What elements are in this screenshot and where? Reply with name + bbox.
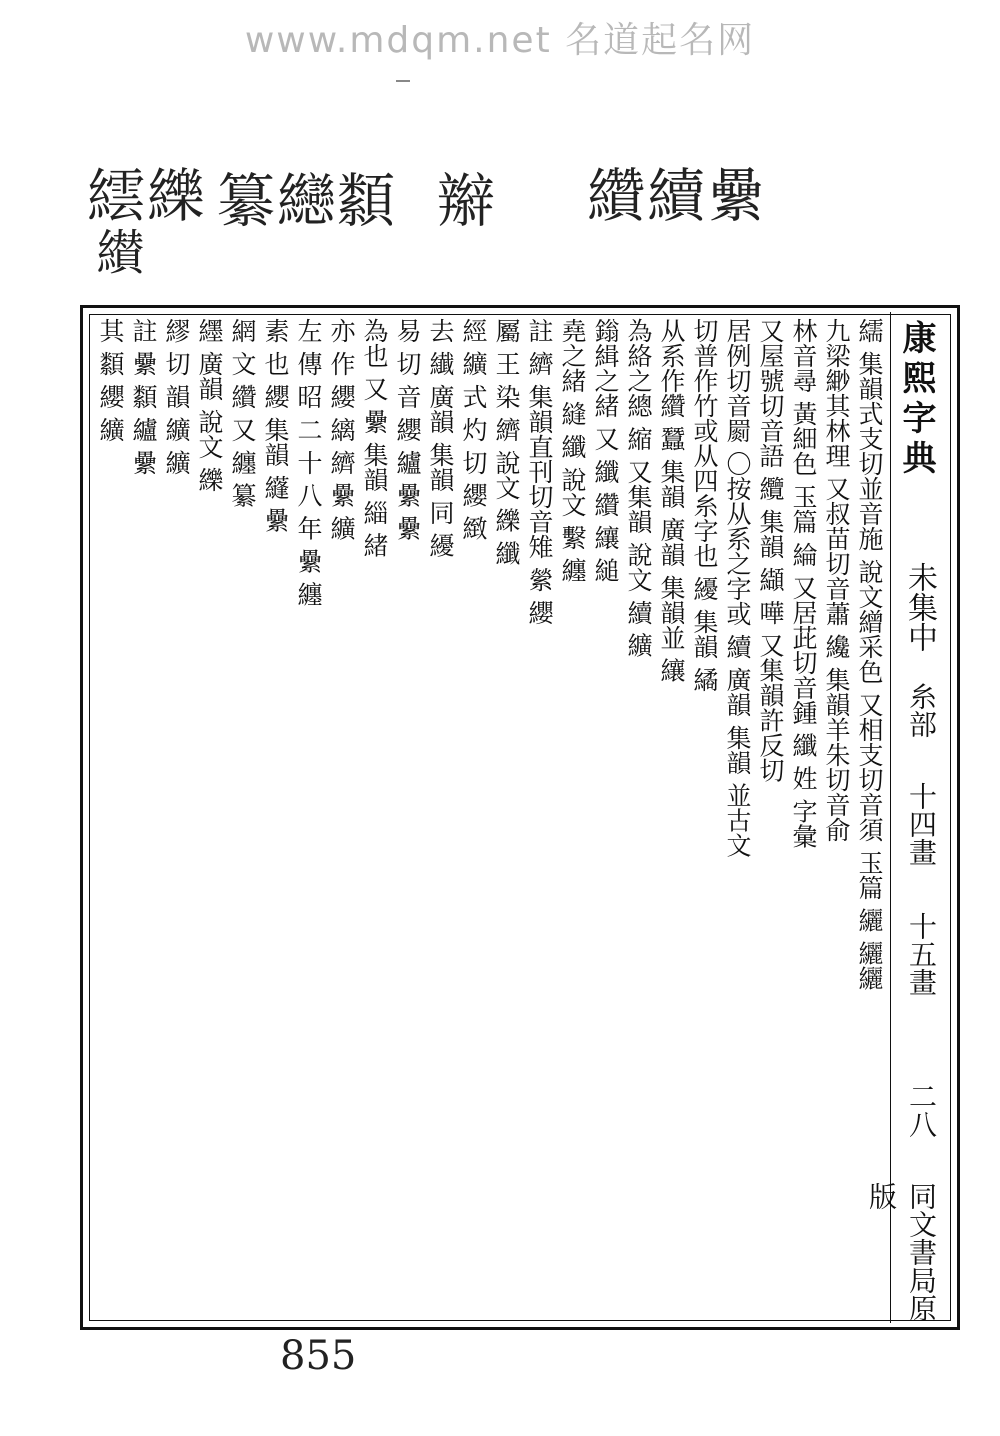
seal-script-row [77,165,765,305]
text-column: 其 纇 纓 纊 [96,318,125,442]
text-column: 為絡之總 縮 又集韻 說文 續 纊 [624,318,653,658]
text-column: 切普作竹或从四糸字也 纋 集韻 繘 [690,318,719,692]
text-column: 去 纎 廣韻 集韻 同 纋 [426,318,455,558]
page-number: 855 [280,1333,357,1379]
text-column: 易 切 音 纓 纑 纍 纍 [393,318,422,541]
seal-char: 纇 [327,170,395,228]
text-column: 九梁緲其林理 又叔苗切音蕭 纔 集韻羊朱切音俞 [822,318,851,842]
radical-label: 糸部 [905,682,938,738]
seal-char: 纂 [207,170,275,228]
page-frame [80,305,960,1330]
text-column: 註 纃 集韻直刊切音雉 縈 纓 [525,318,554,625]
dictionary-body [93,314,885,1321]
seal-char: 纅 [137,165,205,223]
stroke-label-15: 十五畫 [905,912,938,996]
seal-char: 纞 [267,170,335,228]
seal-char: 辮 [427,170,495,228]
text-column: 繆 切 韻 纊 纊 [162,318,191,475]
text-column: 亦 作 纓 縭 纃 纍 纊 [327,318,356,541]
seal-char: 纉 [88,227,144,275]
leaf-number: 二八 [905,1082,938,1138]
text-column: 素 也 纓 集韻 纄 纍 [261,318,290,533]
divider-mark [396,80,410,82]
book-title: 康熙字典 [896,320,936,480]
seal-char: 繧 [77,165,145,223]
text-column: 網 文 纘 又 纏 纂 [228,318,257,508]
seal-char: 纍 [697,165,765,223]
text-column: 繻 集韻式支切並音施 說文繒采色 又相支切音須 玉篇 纚 纚纚 [855,318,884,991]
text-column: 堯之緒 縫 纖 說文 繫 纏 [558,318,587,583]
watermark: www.mdqm.net 名道起名网 [244,20,756,61]
text-column: 林音尋 黃細色 玉篇 綸 又居茈切音鍾 纖 姓 字彙 [789,318,818,849]
publisher-label: 同文書局原版 [865,1182,938,1322]
text-column: 註 纍 纇 纑 纍 [129,318,158,475]
text-column: 屬 王 染 纃 說文 纅 纖 [492,318,521,566]
text-column: 纆 廣韻 說文 纅 [195,318,224,492]
text-column: 又屋號切音語 纜 集韻 纈 嘩 又集韻許反切 [756,318,785,783]
stroke-label-14: 十四畫 [905,782,938,866]
text-column: 左 傳 昭 二 十 八 年 纍 纏 [294,318,323,607]
text-column: 鎓緝之緒 又 纖 纘 纕 縋 [591,318,620,583]
volume-label: 未集中 [902,562,937,652]
text-column: 為也 又 纍 集韻 緇 緒 [360,318,389,558]
seal-char: 纘 [577,165,645,223]
text-column: 居例切音罽 〇按从系之字或 續 廣韻 集韻 並古文 [723,318,752,858]
seal-char: 續 [637,165,705,223]
text-column: 經 纊 式 灼 切 纓 緻 [459,318,488,541]
text-column: 从系作纘 蠶 集韻 廣韻 集韻並 纕 [657,318,686,683]
